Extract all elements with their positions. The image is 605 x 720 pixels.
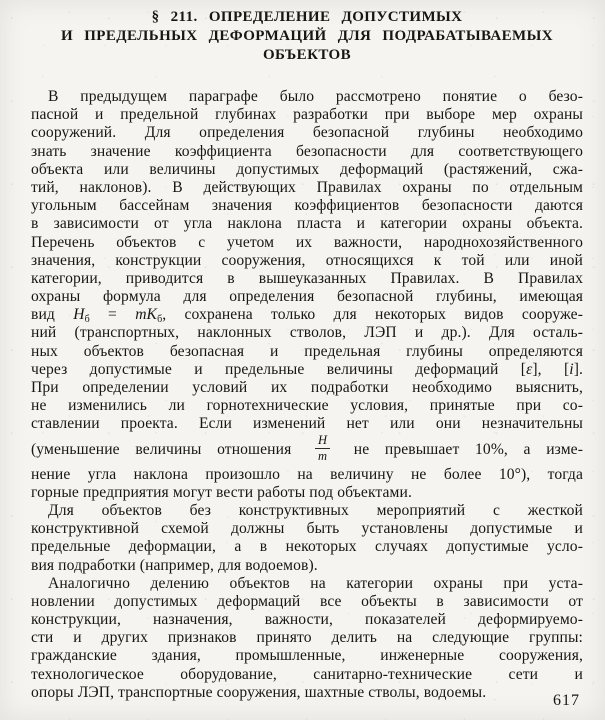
text-line: конструкции, назначения, важности, показателей деформируемо- [31, 611, 583, 629]
text-line: Перечень объектов с учетом их важности, народнохозяйственного [31, 233, 583, 251]
text-line: опоры ЛЭП, транспортные сооружения, шахтные стволы, водоемы. [31, 683, 487, 701]
text-line: знать значение коэффициента безопасности для соответствующего [31, 142, 583, 160]
text-line: вия подработки (например, для водоемов). [31, 556, 318, 574]
text-line: При определении условий их подработки необходимо выяснить, [31, 379, 583, 396]
text-line: не изменились ли горнотехнические условия, принятые при со- [31, 397, 583, 415]
fraction-H-over-m: $\frac{H}{m}$ [315, 434, 330, 464]
section-heading-line: И ПРЕДЕЛЬНЫХ ДЕФОРМАЦИЙ ДЛЯ ПОДРАБАТЫВАЕМЫХ [61, 28, 553, 44]
text-line: в зависимости от угла наклона пласта и категории охраны объекта. [31, 215, 583, 233]
text-line: сооружений. Для определения безопасной глубины необходимо [31, 124, 583, 142]
section-heading [31, 8, 583, 65]
text-line: объекта или величины допустимых деформаций (растяжений, сжа- [31, 160, 583, 178]
text-line: конструктивной схемой должны быть установлены допустимые и [31, 520, 583, 538]
text-line: охраны формула для определения безопасной глубины, имеющая [31, 288, 583, 306]
text-line: В предыдущем параграфе было рассмотрено понятие о безо- [48, 88, 583, 105]
text-line: предельные деформации, а в некоторых случаях допустимые усло- [31, 538, 583, 556]
text-line: сти и других признаков принято делить на следующие группы: [31, 629, 583, 647]
text-line: через допустимые и предельные величины деформаций [ε], [i]. [31, 360, 583, 378]
text-line: ных объектов безопасная и предельная глубины определяются [31, 342, 583, 360]
text-line: вид $H_б = mK_б$, сохранена только для некоторых видов сооруже- [31, 306, 583, 326]
text-line: Для объектов без конструктивных мероприятий с жесткой [48, 501, 583, 519]
text-line: (уменьшение величины отношения $\frac{H}{m}$ не превышает 10%, а изме- [31, 433, 583, 463]
text-line: Аналогично делению объектов на категории охраны при уста- [48, 574, 583, 592]
section-heading-line: § 211. ОПРЕДЕЛЕНИЕ ДОПУСТИМЫХ [151, 9, 463, 25]
text-line: технологическое оборудование, санитарно-технические сети и [31, 665, 583, 683]
text-line: категории, приводится в вышеуказанных Правилах. В Правилах [31, 269, 583, 287]
body-text [31, 88, 583, 702]
text-line: тий, наклонов). В действующих Правилах охраны по отдельным [31, 178, 583, 196]
text-line: ставлении проекта. Если изменений нет или они незначительны [31, 415, 583, 433]
text-line: значения, конструкции сооружения, относящихся к той или иной [31, 251, 583, 269]
page-number: 617 [553, 692, 580, 709]
text-line: угольным бассейнам значения коэффициентов безопасности даются [31, 197, 583, 215]
text-line: новлении допустимых деформаций все объекты в зависимости от [31, 592, 583, 610]
text-line: нение угла наклона произошло на величину не более 10°), тогда [31, 465, 583, 483]
text-line: гражданские здания, промышленные, инженерные сооружения, [31, 647, 583, 665]
section-heading-line: ОБЪЕКТОВ [262, 47, 352, 63]
text-line: пасной и предельной глубинах разработки при выборе мер охраны [31, 106, 583, 124]
text-line: горные предприятия могут вести работы под объектами. [31, 483, 412, 501]
text-line: ний (транспортных, наклонных стволов, ЛЭП и др.). Для осталь- [31, 324, 583, 342]
